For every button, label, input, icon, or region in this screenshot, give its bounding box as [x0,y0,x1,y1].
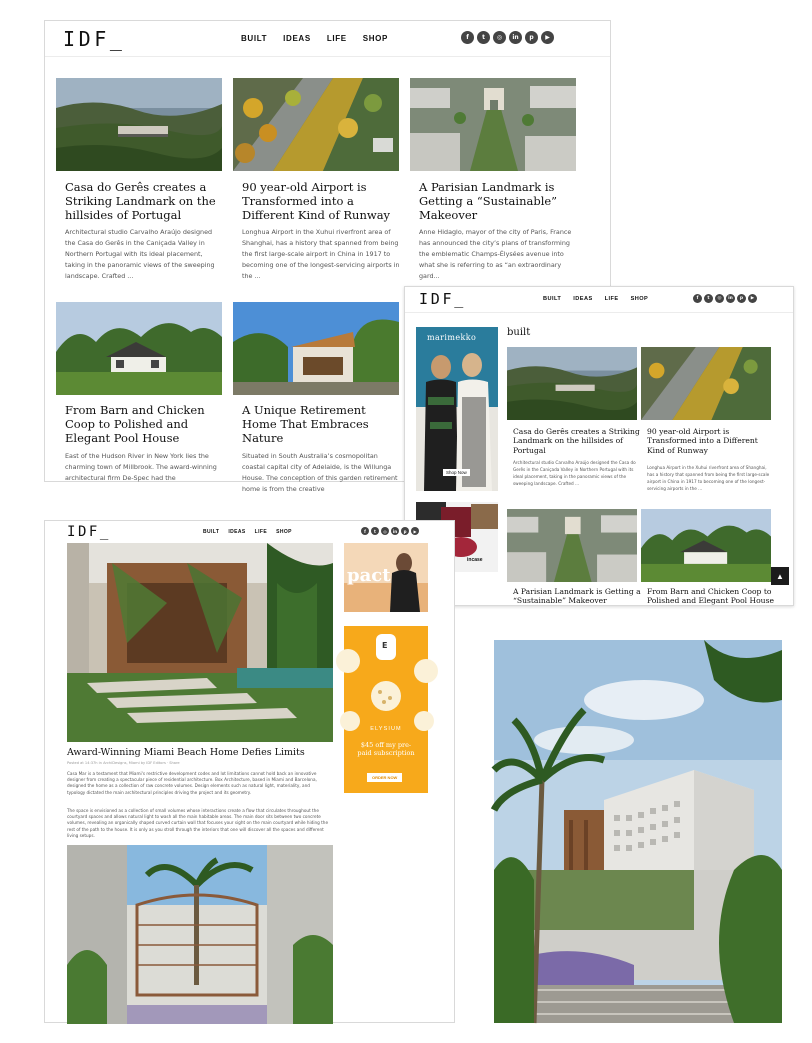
article-hero-image [67,543,333,742]
main-nav [241,34,388,43]
elysium-brand: ELYSIUM [370,726,402,732]
order-now-button[interactable]: ORDER NOW [367,773,402,782]
pinterest-icon[interactable]: p [401,527,409,535]
marimekko-ad[interactable] [416,327,498,491]
linkedin-icon[interactable]: in [509,31,522,44]
article-paragraph: The space is envisioned as a collection of small volumes whose interactions create a flow that circulates throughout the courtyard spaces and allows natural light to wash all the main habitable areas. The main door sits between two concrete volumes, revealing an organically shaped curved curtain wall that focuses your sight on the main courtyard while hiding the rest of the path to the house. It is only as you stroll through the interiors that one will discover all the spaces and different living setups. [67,808,329,838]
card-excerpt: Architectural studio Carvalho Araújo designed the Casa do Gerês in the Caniçada Valley in Northern Portugal with its ideal placement, taking in the panoramic views of the sweeping landscape. Crafted ... [65,228,215,280]
incase-logo: incase [467,557,483,563]
nav-built[interactable]: BUILT [543,296,562,302]
card-image-airport-runway[interactable] [641,347,771,420]
marimekko-logo: marimekko [427,333,477,342]
nav-shop[interactable]: SHOP [630,296,649,302]
nav-built[interactable]: BUILT [241,34,268,43]
site-logo[interactable]: IDF_ [419,290,466,308]
nav-shop[interactable]: SHOP [362,34,388,43]
card-excerpt: Longhua Airport in the Xuhui riverfront area of Shanghai, has a history that spanned from being the first large-scale airport in China in 1917 to becoming one of the longest-servicing airports in the ... [647,465,770,491]
article-paragraph: Casa Mar is a testament that Miami's restrictive development codes and lot limitations cannot hold back an innovative designer from creating a spectacular piece of residential architecture. Box Architecture, based in Miami and Barcelona, designed the home as a collection of raw concrete volumes. Design elements such as natural light, materiality, and typology dictated the main architectural principles driving the project and its geometry. [67,771,317,795]
shop-now-button[interactable]: Shop Now [443,469,470,476]
facebook-icon[interactable]: f [361,527,369,535]
site-header [45,21,610,57]
site-header [45,521,454,545]
card-title[interactable]: 90 year-old Airport is Transformed into a Different Kind of Runway [242,180,391,222]
main-nav [543,296,648,302]
elysium-logo-icon: E [382,641,388,650]
card-excerpt: Anne Hidaglo, mayor of the city of Paris, France has announced the city’s plans of transforming the emblematic Champs-Élysées avenue into what she is referring to as “an extraordinary gard... [419,228,572,280]
card-title[interactable]: From Barn and Chicken Coop to Polished and Elegant Pool House [647,587,774,606]
card-title[interactable]: A Unique Retirement Home That Embraces Nature [242,403,369,445]
twitter-icon[interactable]: t [477,31,490,44]
card-title[interactable]: A Parisian Landmark is Getting a “Sustainable” Makeover [419,180,558,222]
nav-shop[interactable]: SHOP [276,529,292,535]
card-title[interactable]: Casa do Gerês creates a Striking Landmark on the hillsides of Portugal [65,180,216,222]
card-excerpt: East of the Hudson River in New York lies the charming town of Millbrook. The award-winning architectural firm De-Spec had the [65,452,217,482]
youtube-icon[interactable]: ▶ [541,31,554,44]
category-page-screenshot [404,286,794,606]
card-title[interactable]: A Parisian Landmark is Getting a “Sustainable” Makeover [513,587,641,606]
section-title: built [507,327,531,338]
site-header [405,287,793,313]
facebook-icon[interactable]: f [693,294,702,303]
article-page-screenshot [44,520,455,1023]
card-excerpt: Longhua Airport in the Xuhui riverfront area of Shanghai, has a history that spanned from being the first large-scale airport in China in 1917 to becoming one of the longest-servicing airports in the ... [242,228,400,280]
article-second-image [67,845,333,1024]
linkedin-icon[interactable]: in [726,294,735,303]
card-image-pool-house[interactable] [56,302,222,395]
nav-life[interactable]: LIFE [254,529,268,535]
card-title[interactable]: 90 year-old Airport is Transformed into a Different Kind of Runway [647,427,758,455]
scroll-to-top-button[interactable]: ▲ [771,567,789,585]
social-links [693,294,757,303]
card-image-champs-elysees[interactable] [410,78,576,171]
card-title[interactable]: Casa do Gerês creates a Striking Landmark on the hillsides of Portugal [513,427,640,455]
nav-life[interactable]: LIFE [604,296,619,302]
card-image-casa-geres[interactable] [507,347,637,420]
nav-life[interactable]: LIFE [326,34,347,43]
instagram-icon[interactable]: ◎ [381,527,389,535]
card-image-retirement-home[interactable] [233,302,399,395]
social-links [361,527,419,535]
card-image-airport-runway[interactable] [233,78,399,171]
featured-architecture-photo [494,640,782,1023]
card-excerpt: Architectural studio Carvalho Araújo designed the Casa do Gerês in the Caniçada Valley in Northern Portugal with its ideal placement, taking in the panoramic views of the sweeping landscape. Crafted ... [513,460,636,486]
nav-ideas[interactable]: IDEAS [283,34,311,43]
nav-ideas[interactable]: IDEAS [573,296,593,302]
elysium-ad[interactable] [344,626,428,793]
pact-logo: pact [347,565,391,586]
site-logo[interactable]: IDF_ [63,27,126,51]
youtube-icon[interactable]: ▶ [411,527,419,535]
instagram-icon[interactable]: ◎ [715,294,724,303]
main-nav [203,529,292,535]
card-image-champs-elysees[interactable] [507,509,637,582]
nav-built[interactable]: BUILT [203,529,220,535]
pinterest-icon[interactable]: p [737,294,746,303]
twitter-icon[interactable]: t [704,294,713,303]
linkedin-icon[interactable]: in [392,528,398,534]
nav-ideas[interactable]: IDEAS [228,529,246,535]
youtube-icon[interactable]: ▶ [748,294,757,303]
instagram-icon[interactable]: ◎ [493,31,506,44]
twitter-icon[interactable]: t [371,527,379,535]
card-excerpt: Situated in South Australia’s cosmopolitan coastal capital city of Adelaide, is the Willunga House. The conception of this garden retirement home is from the creative [242,452,398,493]
pinterest-icon[interactable]: p [525,31,538,44]
elysium-offer: $45 off my pre-paid subscription [357,741,415,757]
card-image-pool-house[interactable] [641,509,771,582]
card-title[interactable]: From Barn and Chicken Coop to Polished and Elegant Pool House [65,403,205,445]
card-image-casa-geres[interactable] [56,78,222,171]
social-links [461,31,554,44]
facebook-icon[interactable]: f [461,31,474,44]
site-logo[interactable]: IDF_ [67,524,111,540]
article-title: Award-Winning Miami Beach Home Defies Limits [67,747,305,758]
article-meta: Posted at 14:37h in ArchiDesigns, Miami by IDF Editors · Share [67,761,180,765]
